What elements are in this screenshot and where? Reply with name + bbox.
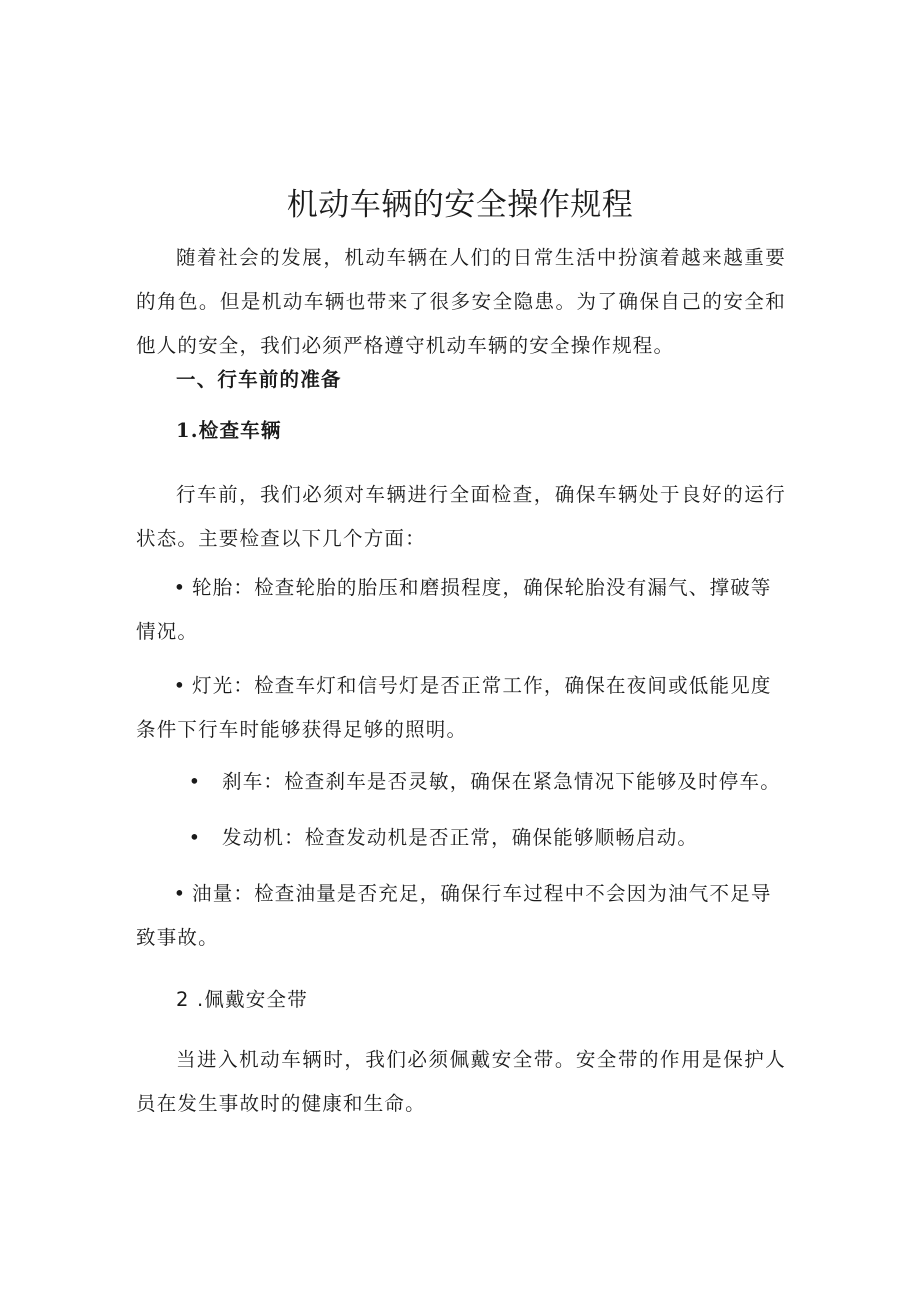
list-item-text: 灯光：检查车灯和信号灯是否正常工作，确保在夜间或低能见度条件下行车时能够获得足够的照明。 [136, 674, 772, 741]
list-item-lights [136, 664, 786, 752]
list-item-text: 发动机：检查发动机是否正常，确保能够顺畅启动。 [222, 826, 699, 849]
bullet-icon: • [173, 674, 187, 697]
list-item-brakes [136, 762, 786, 802]
list-item-text: 油量：检查油量是否充足，确保行车过程中不会因为油气不足导致事故。 [136, 882, 772, 949]
page-title: 机动车辆的安全操作规程 [286, 187, 634, 223]
list-item-engine [136, 818, 786, 858]
list-item-fuel [136, 872, 786, 960]
subsection-heading-check-vehicle: 1.检查车辆 [176, 419, 282, 442]
intro-paragraph: 随着社会的发展，机动车辆在人们的日常生活中扮演着越来越重要的角色。但是机动车辆也带来了很多安全隐患。为了确保自己的安全和他人的安全，我们必须严格遵守机动车辆的安全操作规程。 [136, 246, 786, 357]
list-item-text: 刹车：检查刹车是否灵敏，确保在紧急情况下能够及时停车。 [222, 770, 781, 793]
bullet-icon: • [188, 826, 202, 849]
seatbelt-paragraph: 当进入机动车辆时，我们必须佩戴安全带。安全带的作用是保护人员在发生事故时的健康和生命。 [136, 1048, 786, 1115]
section-heading: 一、行车前的准备 [176, 368, 342, 391]
check-intro-paragraph: 行车前，我们必须对车辆进行全面检查，确保车辆处于良好的运行状态。主要检查以下几个方面： [136, 483, 786, 550]
list-item-text: 轮胎：检查轮胎的胎压和磨损程度，确保轮胎没有漏气、撑破等情况。 [136, 576, 772, 643]
list-item-tires [136, 566, 786, 654]
bullet-icon: • [173, 882, 187, 905]
bullet-icon: • [188, 770, 202, 793]
bullet-icon: • [173, 576, 187, 599]
subsection-heading-seatbelt: 2 .佩戴安全带 [176, 988, 308, 1011]
